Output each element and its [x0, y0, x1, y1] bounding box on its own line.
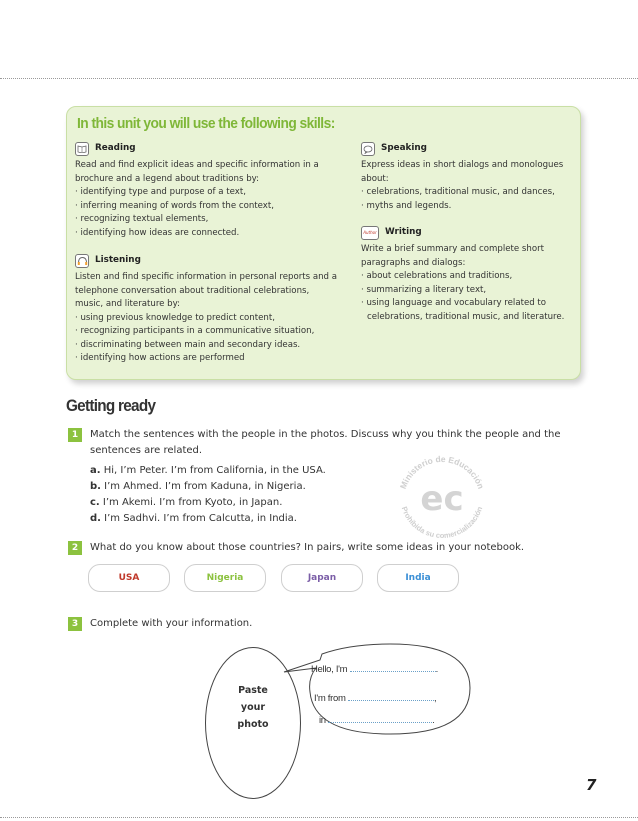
speaking-item: · celebrations, traditional music, and dances, [361, 186, 571, 200]
headphones-icon [75, 254, 89, 268]
watermark-bottom-text: Prohibida su comercialización [399, 505, 485, 538]
sentence-row: a. Hi, I’m Peter. I’m from California, in the USA. [90, 465, 326, 476]
name-blank[interactable] [350, 662, 436, 672]
speaking-item: · myths and legends. [361, 200, 571, 214]
listening-item: · recognizing participants in a communicative situation, [75, 325, 337, 339]
reading-intro: Read and find explicit ideas and specific information in a brochure and a legend about traditions by: [75, 160, 319, 184]
writing-icon [361, 226, 379, 240]
reading-item: · identifying how ideas are connected. [75, 227, 335, 241]
reading-item: · inferring meaning of words from the context, [75, 200, 335, 214]
speaking-intro: Express ideas in short dialogs and monologues about: [361, 160, 564, 184]
listening-label: Listening [95, 255, 141, 266]
exercise-2-number: 2 [68, 541, 82, 555]
exercise-1-instruction: Match the sentences with the people in the photos. Discuss why you think the people and the sentences are related. [90, 429, 561, 456]
exercise-3-instruction: Complete with your information. [90, 618, 253, 629]
paste-photo-text: Paste your photo [237, 685, 269, 730]
book-icon [75, 142, 89, 156]
exercise-1-sentences [90, 463, 326, 527]
in-blank[interactable] [328, 713, 432, 723]
sentence-row: c. I’m Akemi. I’m from Kyoto, in Japan. [90, 497, 283, 508]
writing-item: · about celebrations and traditions, [361, 270, 571, 284]
writing-intro: Write a brief summary and complete short paragraphs and dialogs: [361, 244, 544, 268]
writing-skill [361, 225, 571, 324]
speech-hello-line: Hello, I'm . [311, 664, 438, 675]
speaking-skill [361, 141, 571, 213]
from-blank[interactable] [348, 691, 434, 701]
ministry-watermark-seal [392, 448, 492, 538]
writing-item: · using language and vocabulary related to [361, 297, 571, 311]
speech-bubble-icon [361, 142, 375, 156]
top-dotted-rule [0, 78, 638, 79]
writing-label: Writing [385, 227, 422, 238]
country-pill-india: India [377, 564, 459, 592]
writing-item-continuation: celebrations, traditional music, and literature. [367, 311, 565, 322]
writing-icon-text: Author [363, 230, 377, 236]
country-pill-japan: Japan [281, 564, 363, 592]
country-pill-usa: USA [88, 564, 170, 592]
writing-item: · summarizing a literary text, [361, 284, 571, 298]
sentence-row: b. I’m Ahmed. I’m from Kaduna, in Nigeria. [90, 481, 306, 492]
skills-title: In this unit you will use the following skills: [77, 115, 335, 132]
listening-item: · using previous knowledge to predict content, [75, 312, 337, 326]
reading-skill [75, 141, 335, 240]
exercise-1-number: 1 [68, 428, 82, 442]
sentence-row: d. I’m Sadhvi. I’m from Calcutta, in India. [90, 513, 297, 524]
getting-ready-title: Getting ready [66, 396, 156, 415]
country-pill-nigeria: Nigeria [184, 564, 266, 592]
listening-item: · identifying how actions are performed [75, 352, 337, 366]
watermark-logo: ec [420, 479, 464, 519]
listening-intro: Listen and find specific information in personal reports and a telephone conversation about traditional celebrations, music, and literature by: [75, 272, 337, 309]
exercise-3-number: 3 [68, 617, 82, 631]
reading-item: · recognizing textual elements, [75, 213, 335, 227]
speech-in-line: in . [319, 715, 435, 726]
reading-item: · identifying type and purpose of a text, [75, 186, 335, 200]
bottom-dotted-rule [0, 817, 638, 818]
reading-label: Reading [95, 143, 136, 154]
watermark-top-text: Ministerio de Educación [397, 453, 487, 491]
listening-skill [75, 253, 337, 366]
speaking-label: Speaking [381, 143, 427, 154]
page-number: 7 [586, 776, 597, 794]
skills-box [66, 106, 581, 380]
listening-item: · discriminating between main and secondary ideas. [75, 339, 337, 353]
speech-from-line: I'm from , [314, 693, 437, 704]
exercise-2-instruction: What do you know about those countries? In pairs, write some ideas in your notebook. [90, 542, 525, 553]
